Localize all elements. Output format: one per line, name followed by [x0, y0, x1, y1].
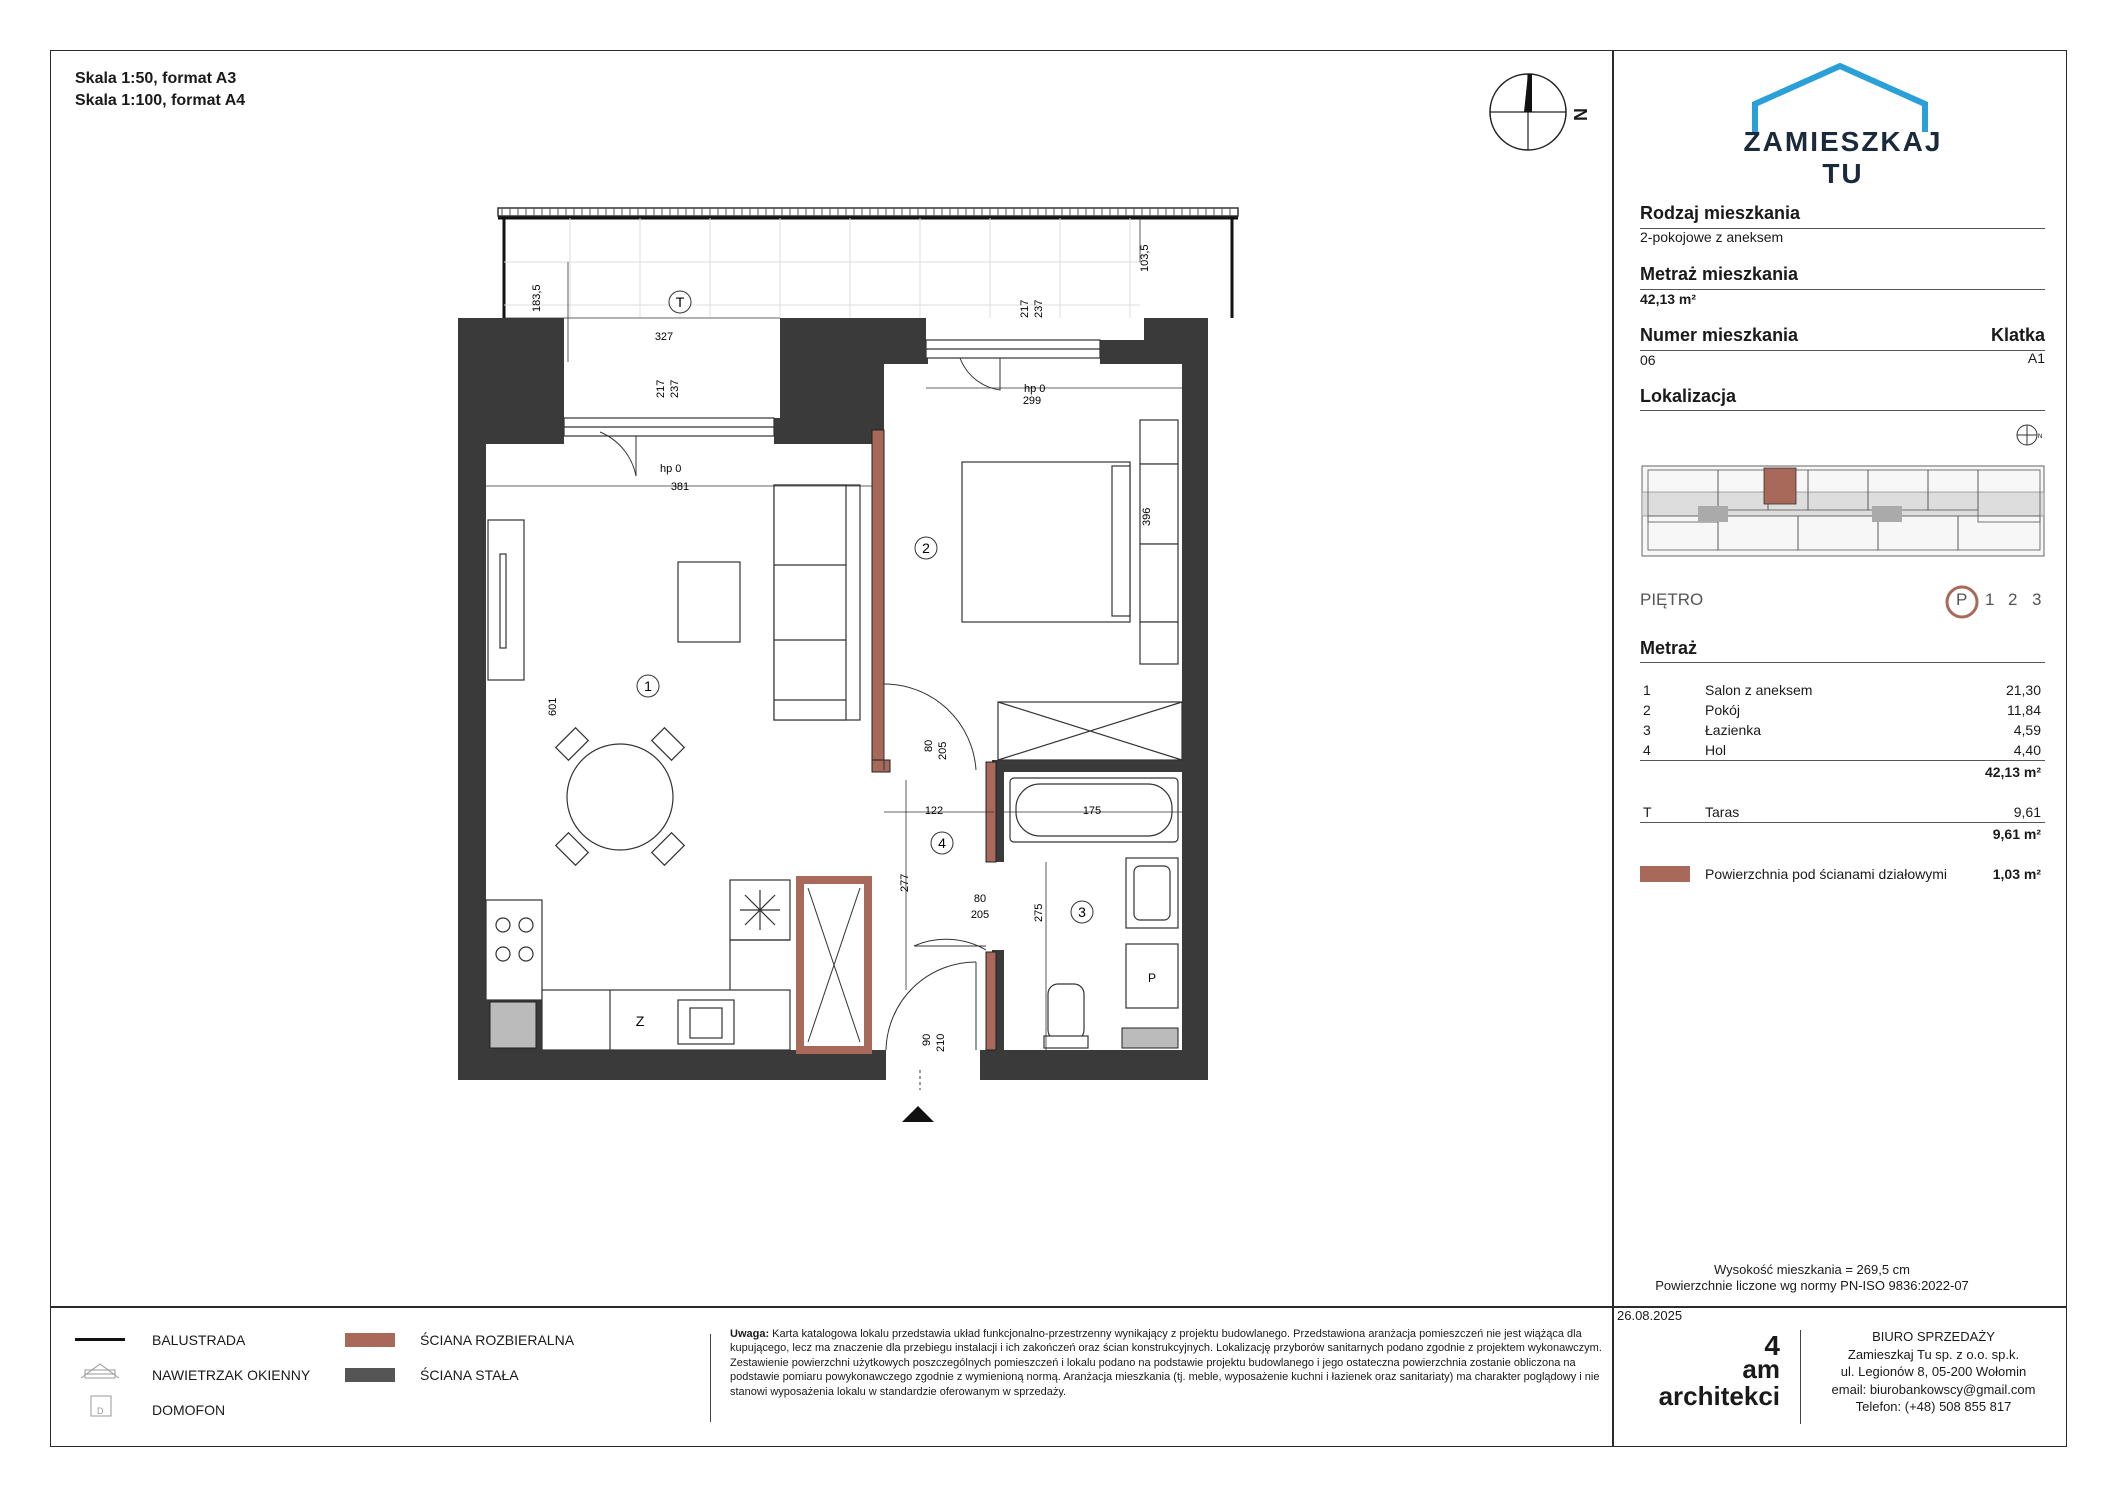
room-no: 4	[1643, 742, 1651, 758]
panel-divider	[1612, 50, 1614, 1447]
scale-a4: Skala 1:100, format A4	[75, 92, 246, 109]
footer-divider	[50, 1306, 2067, 1308]
divider	[1640, 822, 2045, 823]
dim-205a: 205	[937, 741, 949, 760]
dim-217b: 217	[1019, 299, 1031, 318]
area-value: 42,13 m²	[1640, 291, 1697, 307]
number-label: Numer mieszkania	[1640, 325, 1799, 345]
architects-name: architekci	[1658, 1381, 1780, 1411]
disclaimer	[730, 1327, 1602, 1399]
area-label: Metraż mieszkania	[1640, 264, 1799, 284]
office-phone[interactable]: Telefon: (+48) 508 855 817	[1855, 1399, 2012, 1414]
dim-1035: 103,5	[1139, 244, 1151, 272]
legend-rozb-swatch	[345, 1333, 395, 1347]
legend-domofon: DOMOFON	[152, 1402, 226, 1418]
tv-unit	[488, 520, 524, 680]
legend-domofon-mark: D	[97, 1406, 104, 1416]
floor-p[interactable]: P	[1956, 590, 1968, 609]
room-area: 4,40	[2013, 742, 2041, 758]
dim-90: 90	[921, 1033, 933, 1046]
terrace-balustrade	[498, 208, 1238, 318]
room-3-label: 3	[1078, 904, 1086, 920]
rooms-total: 42,13 m²	[1984, 764, 2041, 780]
floor-1[interactable]: 1	[1985, 590, 1995, 609]
dim-1835: 183,5	[531, 284, 543, 312]
floor-3[interactable]: 3	[2032, 590, 2042, 609]
legend-sciana-rozb: ŚCIANA ROZBIERALNA	[420, 1332, 575, 1348]
terrace-no: T	[1643, 804, 1652, 820]
bedroom-wardrobe	[998, 702, 1182, 760]
room-2-label: 2	[922, 540, 930, 556]
brand-name: ZAMIESZKAJ TU	[1743, 126, 1943, 189]
room-no: 1	[1643, 682, 1651, 698]
room-area: 11,84	[2007, 702, 2041, 718]
divider	[1640, 760, 2045, 761]
dim-80a: 80	[923, 739, 935, 752]
disclaimer-divider	[710, 1334, 711, 1422]
divider	[1640, 410, 2045, 411]
room-4-label: 4	[938, 835, 946, 851]
stair-label: Klatka	[1990, 325, 2045, 345]
room-name: Pokój	[1705, 702, 1741, 718]
norm-note: Powierzchnie liczone wg normy PN-ISO 9836:2022-07	[1655, 1278, 1969, 1293]
partition-area: 1,03 m²	[1992, 866, 2041, 882]
dim-237b: 237	[1033, 299, 1045, 318]
partition-name: Powierzchnia pod ścianami działowymi	[1705, 866, 1947, 882]
room-name: Salon z aneksem	[1705, 682, 1813, 698]
dim-205b: 205	[970, 909, 990, 921]
legend-sciana-stala: ŚCIANA STAŁA	[420, 1367, 519, 1383]
legend-balustrada-swatch	[75, 1338, 125, 1341]
hp0-b: hp 0	[1024, 383, 1046, 395]
floor-label: PIĘTRO	[1640, 590, 1704, 609]
legend-stala-swatch	[345, 1368, 395, 1382]
office-block	[1800, 1328, 2067, 1416]
dim-175: 175	[1082, 805, 1102, 817]
dim-396: 396	[1141, 507, 1153, 526]
dining-table	[556, 728, 685, 866]
coffee-table	[678, 562, 740, 642]
legend-nawiewnik-icon	[75, 1360, 125, 1389]
scale-a3: Skala 1:50, format A3	[75, 70, 237, 87]
height-note: Wysokość mieszkania = 269,5 cm	[1713, 1262, 1911, 1277]
number-value: 06	[1640, 352, 1656, 368]
terrace-name: Taras	[1705, 804, 1740, 820]
divider	[1640, 662, 2045, 663]
hp0-a: hp 0	[660, 463, 682, 475]
stair-value: A1	[2027, 350, 2045, 366]
office-title: BIURO SPRZEDAŻY	[1872, 1329, 1995, 1344]
entrance-marker	[902, 1106, 934, 1122]
office-address: ul. Legionów 8, 05-200 Wołomin	[1840, 1364, 2027, 1379]
north-label: N	[1570, 108, 1590, 121]
dim-122: 122	[924, 805, 944, 817]
room-area: 21,30	[2005, 682, 2041, 698]
type-value: 2-pokojowe z aneksem	[1640, 229, 1784, 245]
disclaimer-text: Karta katalogowa lokalu przedstawia układ funkcjonalno-przestrzenny wynikający z projektu budowlanego. Przedstawiona aranżacja pomieszczeń nie jest wiążąca dla kupującego, lecz ma znaczenie dla przebiegu instalacji i ich zakończeń oraz ścian konstrukcyjnych. Lokalizację przyborów sanitarnych podano zgodnie z projektem wykonawczym. Zestawienie powierzchni użytkowych poszczególnych pomieszczeń i lokalu podano na podstawie projektu budowlanego i jego ostateczna powierzchnia zostanie obliczona na podstawie pomiaru powykonawczego zgodnie z wymienioną normą. Aranżacja mieszkania (tj. meble, wyposażenie kuchni i łazienek oraz sanitariaty) ma charakter poglądowy i nie stanowi wyposażenia lokalu w standardzie oferowanym w sprzedaży.	[730, 1328, 1602, 1398]
terrace-area: 9,61	[2013, 804, 2041, 820]
room-name: Łazienka	[1705, 722, 1762, 738]
dim-217a: 217	[655, 379, 667, 398]
architects-am: am	[1742, 1354, 1780, 1384]
location-label: Lokalizacja	[1640, 386, 1737, 406]
room-no: 2	[1643, 702, 1651, 718]
fridge-label: Z	[635, 1013, 645, 1029]
floor-2[interactable]: 2	[2008, 590, 2018, 609]
room-1-label: 1	[644, 678, 652, 694]
room-no: 3	[1643, 722, 1651, 738]
dim-275: 275	[1033, 903, 1045, 922]
room-t-label: T	[675, 294, 685, 310]
architects-num: 4	[1764, 1330, 1780, 1361]
office-company: Zamieszkaj Tu sp. z o.o. sp.k.	[1847, 1346, 2020, 1362]
divider	[1640, 289, 2045, 290]
partition-swatch	[1640, 866, 1690, 882]
metraz-title: Metraż	[1640, 638, 1698, 658]
dim-277: 277	[899, 873, 911, 892]
room-name: Hol	[1705, 742, 1727, 758]
disclaimer-lead: Uwaga:	[730, 1328, 770, 1340]
dim-80b: 80	[973, 893, 987, 905]
footer-date: 26.08.2025	[1617, 1308, 1683, 1323]
dim-327: 327	[654, 331, 674, 343]
office-email[interactable]: email: biurobankowscy@gmail.com	[1831, 1381, 2036, 1397]
dim-237a: 237	[669, 379, 681, 398]
washer-label: P	[1147, 971, 1157, 985]
site-keyplan	[1638, 462, 2048, 567]
room-area: 4,59	[2013, 722, 2041, 738]
svg-text:N: N	[2038, 434, 2042, 440]
legend-balustrada: BALUSTRADA	[152, 1332, 246, 1348]
compass-small-icon	[2016, 422, 2042, 453]
dim-601: 601	[547, 697, 559, 716]
sofa	[774, 485, 860, 720]
terrace-total: 9,61 m²	[1992, 826, 2041, 842]
dim-381: 381	[670, 481, 690, 493]
dim-210: 210	[935, 1033, 947, 1052]
legend-nawiewnik: NAWIETRZAK OKIENNY	[152, 1367, 311, 1383]
dim-299: 299	[1022, 395, 1042, 407]
type-label: Rodzaj mieszkania	[1640, 203, 1801, 223]
